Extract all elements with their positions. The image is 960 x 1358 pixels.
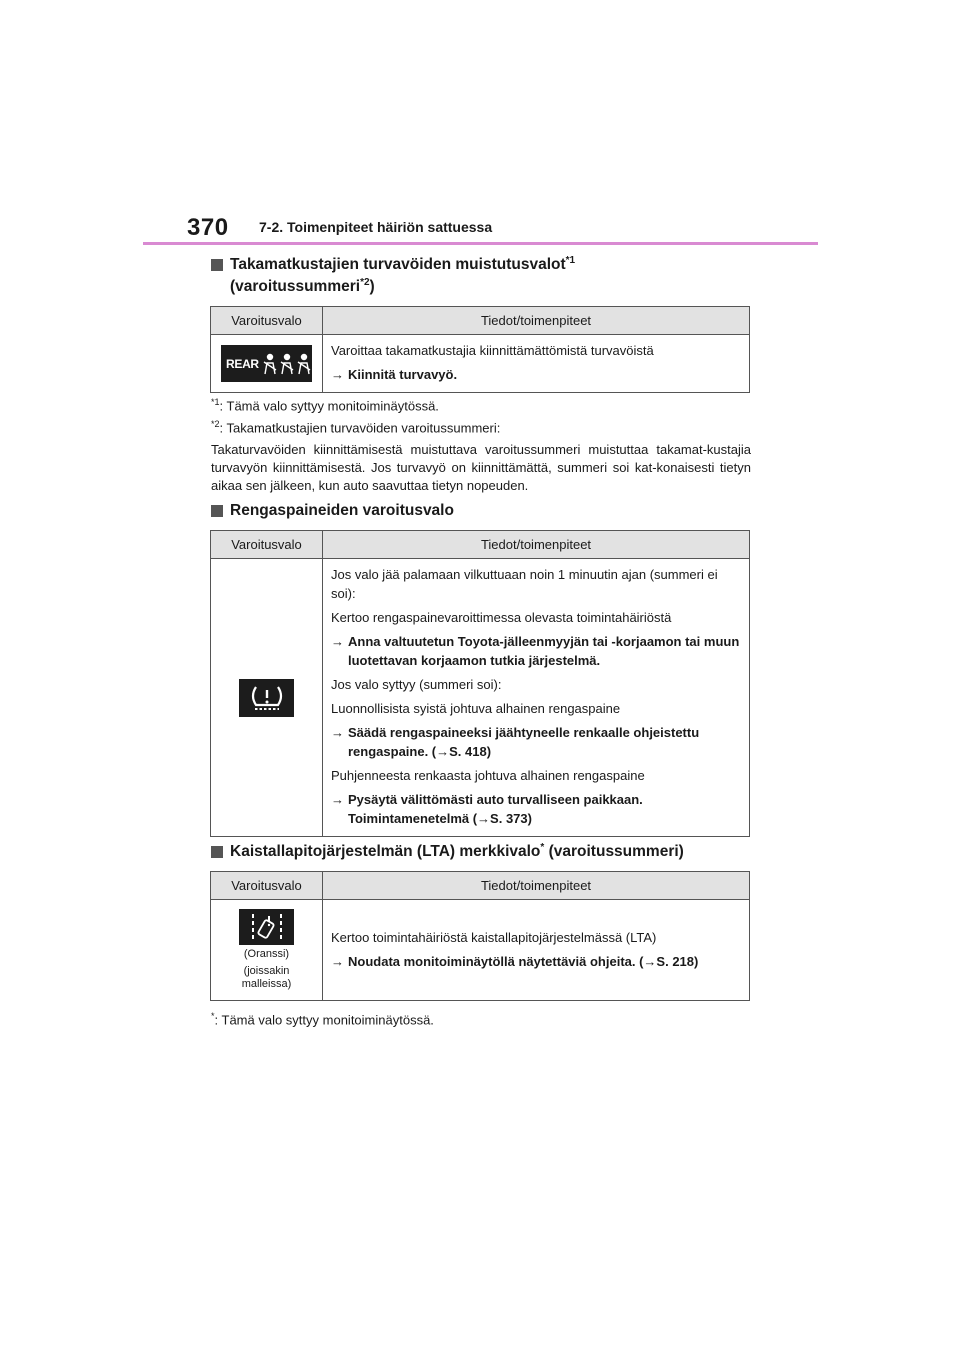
section-heading-rear-seatbelt: Takamatkustajien turvavöiden muistutusvalot$^{*1}$ (varoitussummeri$^{*2}$) [211,254,575,298]
icon-cell [211,335,323,393]
arrow-icon: → [331,634,344,649]
description-text: Kertoo rengaspainevaroittimessa olevasta toimintahäiriöstä [331,610,672,625]
chapter-title: 7-2. Toimenpiteet häiriön sattuessa [259,219,493,235]
warning-table-rear-seatbelt [210,306,750,393]
footnote-1: $^{*1}$: Tämä valo syttyy monitoiminäytössä. [211,397,439,414]
column-header-details: Tiedot/toimenpiteet [323,872,750,900]
arrow-icon: → [331,725,344,740]
column-header-warning-light: Varoitusvalo [211,307,323,335]
column-header-details: Tiedot/toimenpiteet [323,531,750,559]
bullet-square-icon [211,259,223,271]
arrow-icon: → [331,953,344,969]
bullet-square-icon [211,846,223,858]
details-cell [323,559,750,837]
section-heading-lta: Kaistallapitojärjestelmän (LTA) merkkivalo* (varoitussummeri) [211,841,684,863]
section-subtitle: (varoitussummeri [230,278,361,295]
page-number: 370 [187,214,229,241]
arrow-icon: → [331,792,344,807]
description-text: Luonnollisista syistä johtuva alhainen rengaspaine [331,701,621,716]
condition-text: Jos valo syttyy (summeri soi): [331,677,502,692]
action-instruction: → Anna valtuutetun Toyota-jälleenmyyjän tai -korjaamon tai muun luotettavan korjaamon tutkia järjestelmä. [331,634,740,668]
footnote-2: $^{*2}$: Takamatkustajien turvavöiden varoitussummeri: [211,419,501,436]
tire-pressure-warning-icon [239,679,294,717]
icon-cell [211,900,323,1001]
footnote-marker: * [540,841,545,853]
row-description: Varoittaa takamatkustajia kiinnittämättömistä turvavöistä [331,343,654,358]
condition-text: Jos valo jää palamaan vilkuttuaan noin 1 minuutin ajan (summeri ei soi): [331,567,718,601]
lane-tracing-assist-icon [239,909,294,945]
action-instruction: → Kiinnitä turvavyö. [331,367,458,382]
footnote-marker: *1 [565,254,576,266]
details-cell [323,900,750,1001]
icon-caption-color: (Oranssi) [243,948,290,960]
section-title: Kaistallapitojärjestelmän (LTA) merkkivalo [230,843,541,860]
description-text: Puhjenneesta renkaasta johtuva alhainen rengaspaine [331,768,645,783]
icon-cell [211,559,323,837]
row-description: Kertoo toimintahäiriöstä kaistallapitojärjestelmässä (LTA) [331,929,657,945]
section-heading-tire-pressure [211,500,454,522]
icon-caption-models: (joissakin malleissa) [241,965,292,990]
buzzer-description-paragraph: Takaturvavöiden kiinnittämisestä muistuttava varoitussummeri muistuttaa takamat-kustajia turvavyön kiinnittämisestä. Jos turvavyö on kiinnittämättä, summeri soi kat-konaisesti tietyn aikaa sen jälkeen, kun auto saavuttaa tietyn nopeuden. [211,442,751,493]
footnote-lta: *: Tämä valo syttyy monitoiminäytössä. [211,1011,434,1028]
warning-table-lta [210,871,750,1001]
warning-table-tire-pressure [210,530,750,837]
column-header-details: Tiedot/toimenpiteet [323,307,750,335]
action-instruction: → Noudata monitoiminäytöllä näytettäviä ohjeita. (→S. 218) [331,953,699,969]
bullet-square-icon [211,505,223,517]
section-title: Rengaspaineiden varoitusvalo [230,502,454,519]
details-cell [323,335,750,393]
action-instruction: → Säädä rengaspaineeksi jäähtyneelle renkaalle ohjeistettu rengaspaine. (→S. 418) [331,725,700,759]
arrow-icon: → [331,367,344,382]
footnote-marker: *2 [360,276,370,288]
header-divider [143,242,818,245]
action-instruction: → Pysäytä välittömästi auto turvalliseen paikkaan. Toimintamenetelmä (→S. 373) [331,792,643,826]
column-header-warning-light: Varoitusvalo [211,531,323,559]
section-title: Takamatkustajien turvavöiden muistutusvalot [230,256,566,273]
column-header-warning-light: Varoitusvalo [211,872,323,900]
rear-seatbelt-reminder-icon: REAR [221,345,312,382]
seat-occupant-icons [262,352,312,376]
